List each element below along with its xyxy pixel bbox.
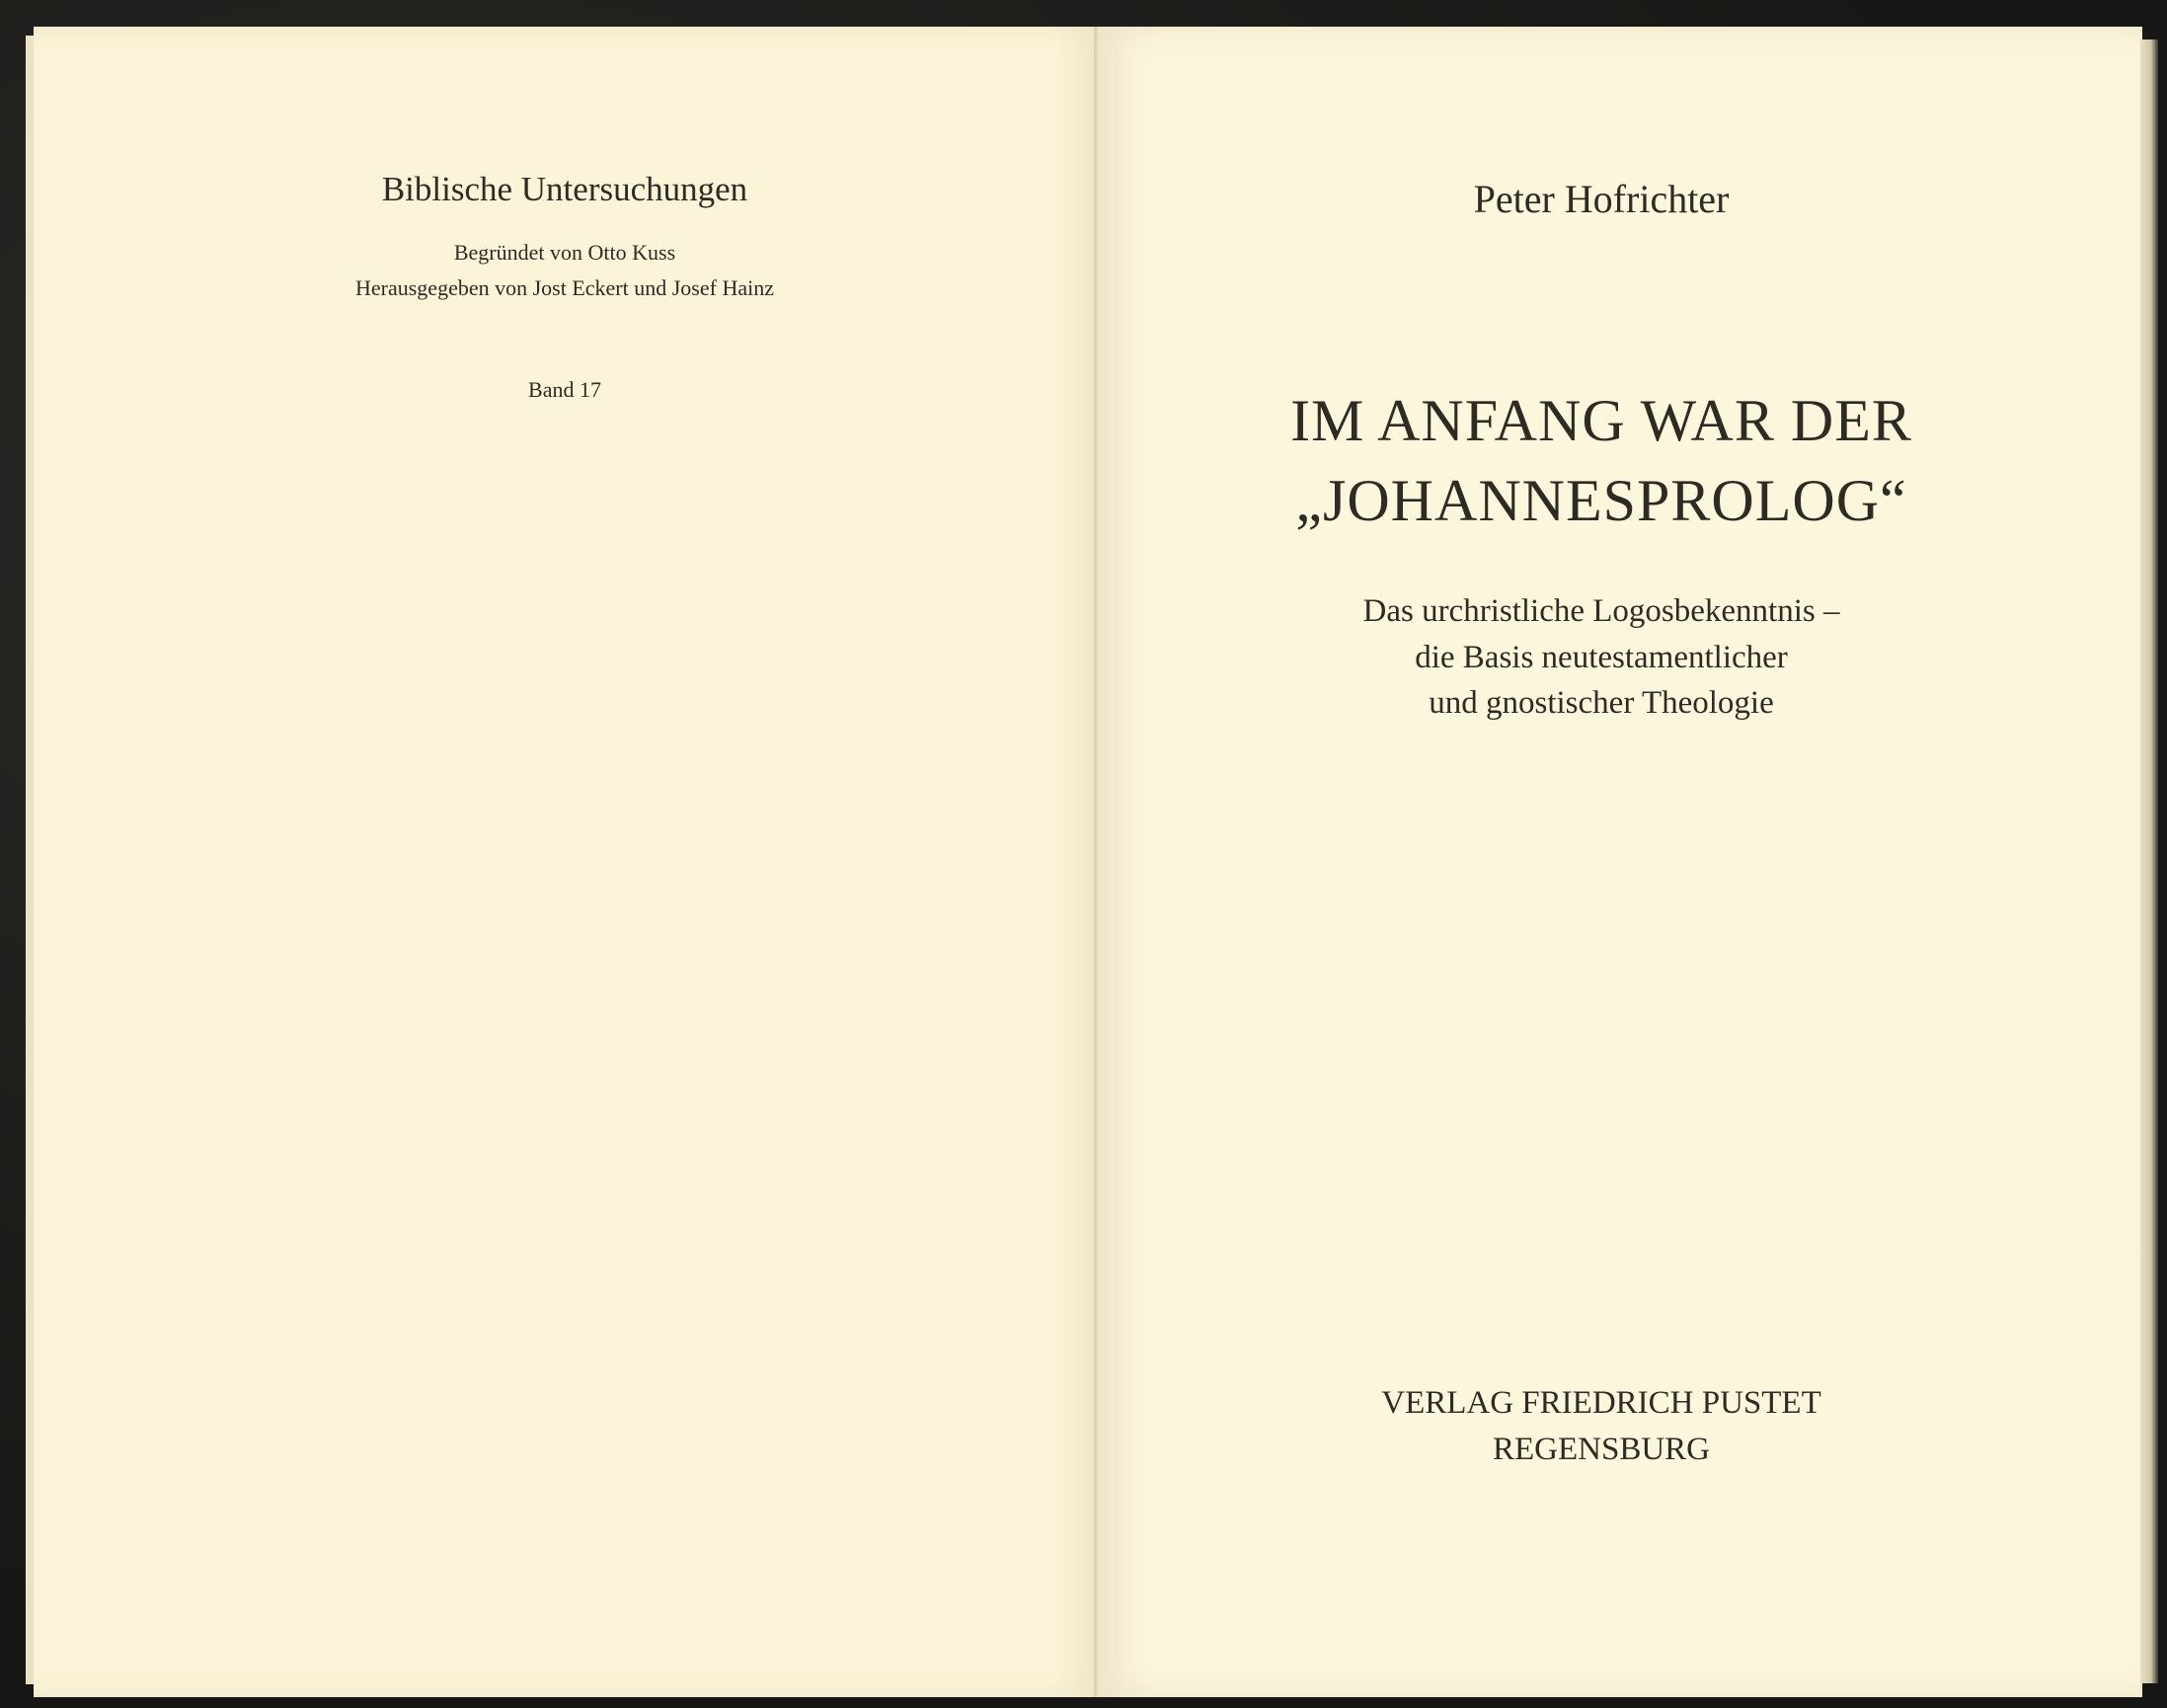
subtitle-line-2: die Basis neutestamentlicher (1415, 640, 1788, 675)
edited-by-line: Herausgegeben von Jost Eckert und Josef Hainz (355, 275, 774, 300)
founded-by-line: Begründet von Otto Kuss (453, 240, 676, 265)
publisher-city: REGENSBURG (1492, 1432, 1711, 1467)
book-title-line-1: IM ANFANG WAR DER (1290, 388, 1912, 453)
publisher-name: VERLAG FRIEDRICH PUSTET (1381, 1385, 1821, 1421)
volume-number: Band 17 (528, 377, 601, 402)
right-page-stack-edge (2140, 39, 2158, 1683)
subtitle-line-3: und gnostischer Theologie (1429, 685, 1774, 721)
author-name: Peter Hofrichter (1473, 177, 1730, 221)
book-title-line-2: „JOHANNESPROLOG“ (1295, 468, 1907, 533)
series-title: Biblische Untersuchungen (381, 170, 748, 208)
subtitle-line-1: Das urchristliche Logosbekenntnis – (1362, 593, 1840, 629)
